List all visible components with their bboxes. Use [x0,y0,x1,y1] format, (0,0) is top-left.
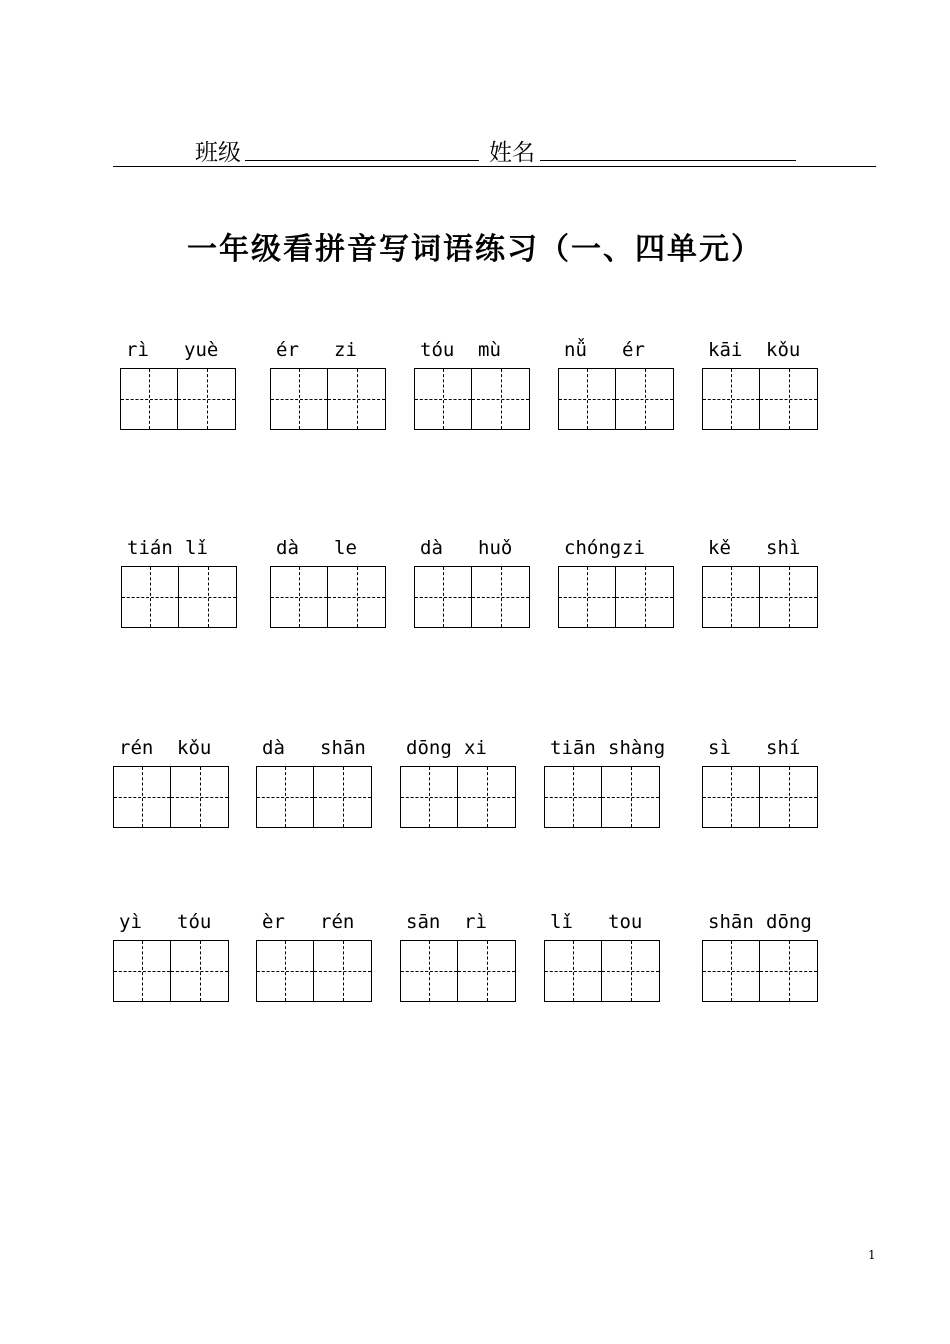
writing-boxes [702,566,818,628]
tianzige-cell[interactable] [558,566,616,628]
class-label: 班级 [195,140,241,166]
pinyin-syllable: rén [119,737,154,759]
dashed-guide-horizontal [616,597,673,598]
writing-boxes [256,940,372,1002]
tianzige-cell[interactable] [270,566,328,628]
tianzige-cell[interactable] [616,368,674,430]
dashed-guide-horizontal [760,597,817,598]
dashed-guide-horizontal [121,399,177,400]
dashed-guide-horizontal [171,797,228,798]
dashed-guide-horizontal [314,797,371,798]
pinyin-syllable: lǐ [550,911,573,933]
pinyin-label [414,338,530,362]
dashed-guide-horizontal [257,971,313,972]
dashed-guide-horizontal [545,971,601,972]
pinyin-label [400,910,516,934]
pinyin-label [544,910,660,934]
pinyin-syllable: le [334,537,357,559]
tianzige-cell[interactable] [458,766,516,828]
pinyin-syllable: kě [708,537,731,559]
writing-boxes [544,766,660,828]
dashed-guide-horizontal [559,399,615,400]
tianzige-cell[interactable] [616,566,674,628]
pinyin-label [270,338,386,362]
pinyin-syllable: rì [464,911,487,933]
tianzige-cell[interactable] [702,566,760,628]
writing-boxes [702,368,818,430]
pinyin-syllable: yì [119,911,142,933]
dashed-guide-horizontal [472,399,529,400]
pinyin-syllable: shàng [608,737,666,759]
tianzige-cell[interactable] [472,368,530,430]
class-blank[interactable] [245,160,479,161]
dashed-guide-horizontal [271,399,327,400]
dashed-guide-horizontal [545,797,601,798]
tianzige-cell[interactable] [256,940,314,1002]
page-title: 一年级看拼音写词语练习（一、四单元） [187,232,763,267]
name-blank[interactable] [540,160,796,161]
pinyin-label [544,736,666,760]
pinyin-syllable: chóng [564,537,622,559]
tianzige-cell[interactable] [400,766,458,828]
dashed-guide-horizontal [179,597,236,598]
tianzige-cell[interactable] [702,940,760,1002]
tianzige-cell[interactable] [270,368,328,430]
dashed-guide-horizontal [178,399,235,400]
dashed-guide-horizontal [257,797,313,798]
writing-boxes [558,566,674,628]
pinyin-syllable: zi [334,339,357,361]
pinyin-syllable: dà [276,537,299,559]
pinyin-syllable: shí [766,737,801,759]
dashed-guide-horizontal [559,597,615,598]
pinyin-syllable: kǒu [766,339,801,361]
pinyin-syllable: tóu [420,339,455,361]
dashed-guide-horizontal [415,399,471,400]
writing-boxes [702,940,818,1002]
dashed-guide-horizontal [703,797,759,798]
dashed-guide-horizontal [616,399,673,400]
name-label: 姓名 [489,140,535,166]
tianzige-cell[interactable] [702,368,760,430]
pinyin-syllable: tou [608,911,643,933]
pinyin-syllable: ér [622,339,645,361]
pinyin-label [113,910,229,934]
pinyin-syllable: dà [262,737,285,759]
tianzige-cell[interactable] [400,940,458,1002]
tianzige-cell[interactable] [414,566,472,628]
pinyin-syllable: yuè [184,339,219,361]
dashed-guide-horizontal [703,971,759,972]
dashed-guide-horizontal [114,797,170,798]
writing-boxes [414,368,530,430]
tianzige-cell[interactable] [760,566,818,628]
pinyin-label [702,736,818,760]
dashed-guide-horizontal [314,971,371,972]
tianzige-cell[interactable] [314,940,372,1002]
tianzige-cell[interactable] [760,766,818,828]
dashed-guide-horizontal [171,971,228,972]
pinyin-label [256,910,372,934]
dashed-guide-horizontal [458,797,515,798]
writing-boxes [400,766,516,828]
writing-boxes [544,940,660,1002]
pinyin-label [702,536,818,560]
pinyin-syllable: xi [464,737,487,759]
dashed-guide-horizontal [328,597,385,598]
writing-boxes [120,368,236,430]
pinyin-syllable: dà [420,537,443,559]
tianzige-cell[interactable] [178,368,236,430]
pinyin-syllable: tóu [177,911,212,933]
tianzige-cell[interactable] [602,940,660,1002]
dashed-guide-horizontal [415,597,471,598]
pinyin-syllable: dōng [766,911,812,933]
tianzige-cell[interactable] [414,368,472,430]
pinyin-label [121,536,237,560]
dashed-guide-horizontal [122,597,178,598]
pinyin-label [270,536,386,560]
tianzige-cell[interactable] [328,566,386,628]
pinyin-syllable: tiān [550,737,596,759]
pinyin-label [120,338,236,362]
pinyin-label [702,338,818,362]
tianzige-cell[interactable] [458,940,516,1002]
dashed-guide-horizontal [602,797,659,798]
pinyin-label [414,536,530,560]
writing-boxes [702,766,818,828]
pinyin-syllable: tián [127,537,173,559]
pinyin-syllable: èr [262,911,285,933]
pinyin-syllable: mù [478,339,501,361]
dashed-guide-horizontal [703,399,759,400]
tianzige-cell[interactable] [121,566,179,628]
tianzige-cell[interactable] [179,566,237,628]
pinyin-label [558,338,674,362]
tianzige-cell[interactable] [113,940,171,1002]
dashed-guide-horizontal [760,797,817,798]
pinyin-label [113,736,229,760]
tianzige-cell[interactable] [544,766,602,828]
pinyin-label [256,736,372,760]
tianzige-cell[interactable] [120,368,178,430]
pinyin-label [702,910,818,934]
writing-boxes [256,766,372,828]
dashed-guide-horizontal [458,971,515,972]
writing-boxes [270,368,386,430]
tianzige-cell[interactable] [558,368,616,430]
pinyin-syllable: rì [126,339,149,361]
pinyin-syllable: sān [406,911,441,933]
dashed-guide-horizontal [602,971,659,972]
tianzige-cell[interactable] [702,766,760,828]
dashed-guide-horizontal [271,597,327,598]
tianzige-cell[interactable] [314,766,372,828]
writing-boxes [414,566,530,628]
writing-boxes [270,566,386,628]
dashed-guide-horizontal [328,399,385,400]
pinyin-label [400,736,516,760]
pinyin-syllable: dōng [406,737,452,759]
writing-boxes [121,566,237,628]
tianzige-cell[interactable] [602,766,660,828]
writing-boxes [558,368,674,430]
pinyin-syllable: sì [708,737,731,759]
tianzige-cell[interactable] [113,766,171,828]
pinyin-syllable: ér [276,339,299,361]
tianzige-cell[interactable] [328,368,386,430]
page-number: 1 [868,1248,876,1262]
pinyin-syllable: rén [320,911,355,933]
pinyin-syllable: shān [320,737,366,759]
tianzige-cell[interactable] [171,766,229,828]
dashed-guide-horizontal [114,971,170,972]
pinyin-syllable: kǒu [177,737,212,759]
student-info-header [113,130,876,167]
dashed-guide-horizontal [760,399,817,400]
pinyin-syllable: shān [708,911,754,933]
writing-boxes [400,940,516,1002]
pinyin-label [558,536,674,560]
pinyin-syllable: huǒ [478,537,513,559]
pinyin-syllable: nǚ [564,339,587,361]
dashed-guide-horizontal [703,597,759,598]
writing-boxes [113,766,229,828]
dashed-guide-horizontal [401,971,457,972]
tianzige-cell[interactable] [760,368,818,430]
tianzige-cell[interactable] [544,940,602,1002]
tianzige-cell[interactable] [760,940,818,1002]
pinyin-syllable: lǐ [185,537,208,559]
dashed-guide-horizontal [401,797,457,798]
dashed-guide-horizontal [760,971,817,972]
tianzige-cell[interactable] [472,566,530,628]
dashed-guide-horizontal [472,597,529,598]
writing-boxes [113,940,229,1002]
pinyin-syllable: zi [622,537,645,559]
tianzige-cell[interactable] [171,940,229,1002]
tianzige-cell[interactable] [256,766,314,828]
pinyin-syllable: shì [766,537,801,559]
pinyin-syllable: kāi [708,339,743,361]
